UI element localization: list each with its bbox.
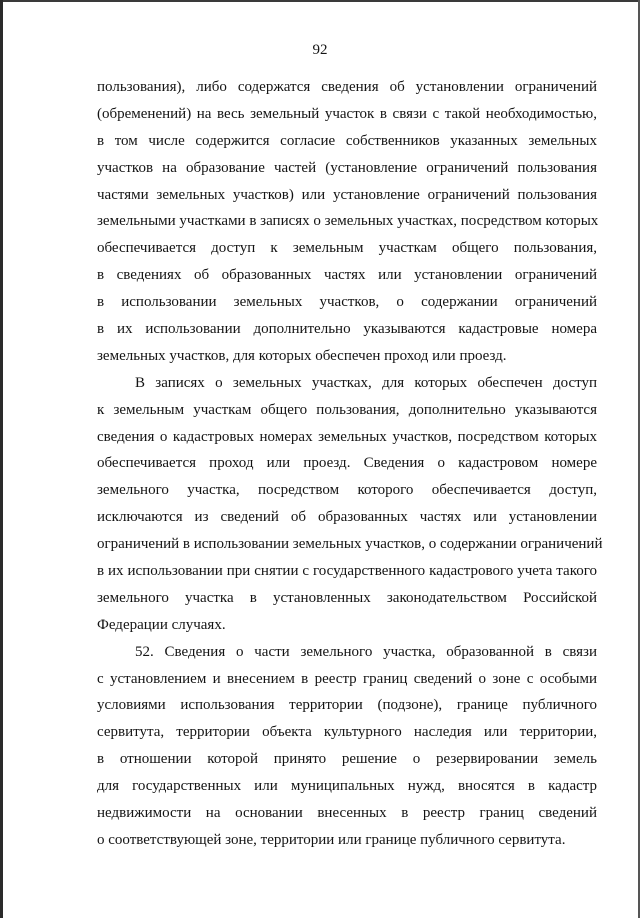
- text-line: земельных участков, для которых обеспечен проход или проезд.: [97, 347, 507, 364]
- text-line: о соответствующей зоне, территории или границе публичного сервитута.: [97, 831, 566, 848]
- text-line: обеспечивается доступ к земельным участкам общего пользования,: [97, 240, 597, 257]
- text-line: земельного участка, посредством которого обеспечивается доступ,: [97, 482, 597, 499]
- text-line: исключаются из сведений об образованных частях или установлении: [97, 509, 597, 526]
- text-line: сведения о кадастровых номерах земельных участков, посредством которых: [97, 428, 597, 445]
- text-line: условиями использования территории (подзоне), границе публичного: [97, 697, 597, 714]
- text-line: в отношении которой принято решение о резервировании земель: [97, 751, 597, 768]
- text-line: в их использовании при снятии с государственного кадастрового учета такого: [97, 563, 597, 580]
- paragraph-1: [97, 74, 597, 370]
- text-line: для государственных или муниципальных нужд, вносятся в кадастр: [97, 778, 597, 795]
- text-line: в использовании земельных участков, о содержании ограничений: [97, 294, 597, 311]
- text-line: частями земельных участков) или установление ограничений пользования: [97, 186, 597, 203]
- text-line: к земельным участкам общего пользования, дополнительно указываются: [97, 401, 597, 418]
- text-line: (обременений) на весь земельный участок в связи с такой необходимостью,: [97, 105, 597, 122]
- text-line: с установлением и внесением в реестр границ сведений о зоне с особыми: [97, 670, 597, 687]
- text-line: земельного участка в установленных законодательством Российской: [97, 589, 597, 606]
- text-line: земельными участками в записях о земельных участках, посредством которых: [97, 213, 599, 230]
- text-line: 52. Сведения о части земельного участка, образованной в связи: [135, 643, 597, 660]
- text-line: сервитута, территории объекта культурного наследия или территории,: [97, 724, 597, 741]
- text-line: обеспечивается проход или проезд. Сведения о кадастровом номере: [97, 455, 597, 472]
- text-line: Федерации случаях.: [97, 616, 226, 633]
- paragraph-3: [97, 639, 597, 854]
- page-number: 92: [312, 42, 328, 58]
- text-line: пользования), либо содержатся сведения об установлении ограничений: [97, 79, 597, 95]
- text-line: ограничений в использовании земельных участков, о содержании ограничений: [97, 536, 603, 553]
- text-line: в сведениях об образованных частях или установлении ограничений: [97, 267, 597, 284]
- text-line: участков на образование частей (установление ограничений пользования: [97, 159, 597, 176]
- text-line: В записях о земельных участках, для которых обеспечен доступ: [135, 374, 597, 391]
- text-line: в их использовании дополнительно указываются кадастровые номера: [97, 321, 597, 338]
- text-line: в том числе содержится согласие собственников указанных земельных: [97, 132, 597, 149]
- scan-edge-top: [0, 0, 640, 2]
- scan-edge-left: [0, 0, 3, 918]
- paragraph-2: [97, 370, 603, 639]
- document-body: [97, 74, 603, 854]
- text-line: недвижимости на основании внесенных в реестр границ сведений: [97, 805, 597, 822]
